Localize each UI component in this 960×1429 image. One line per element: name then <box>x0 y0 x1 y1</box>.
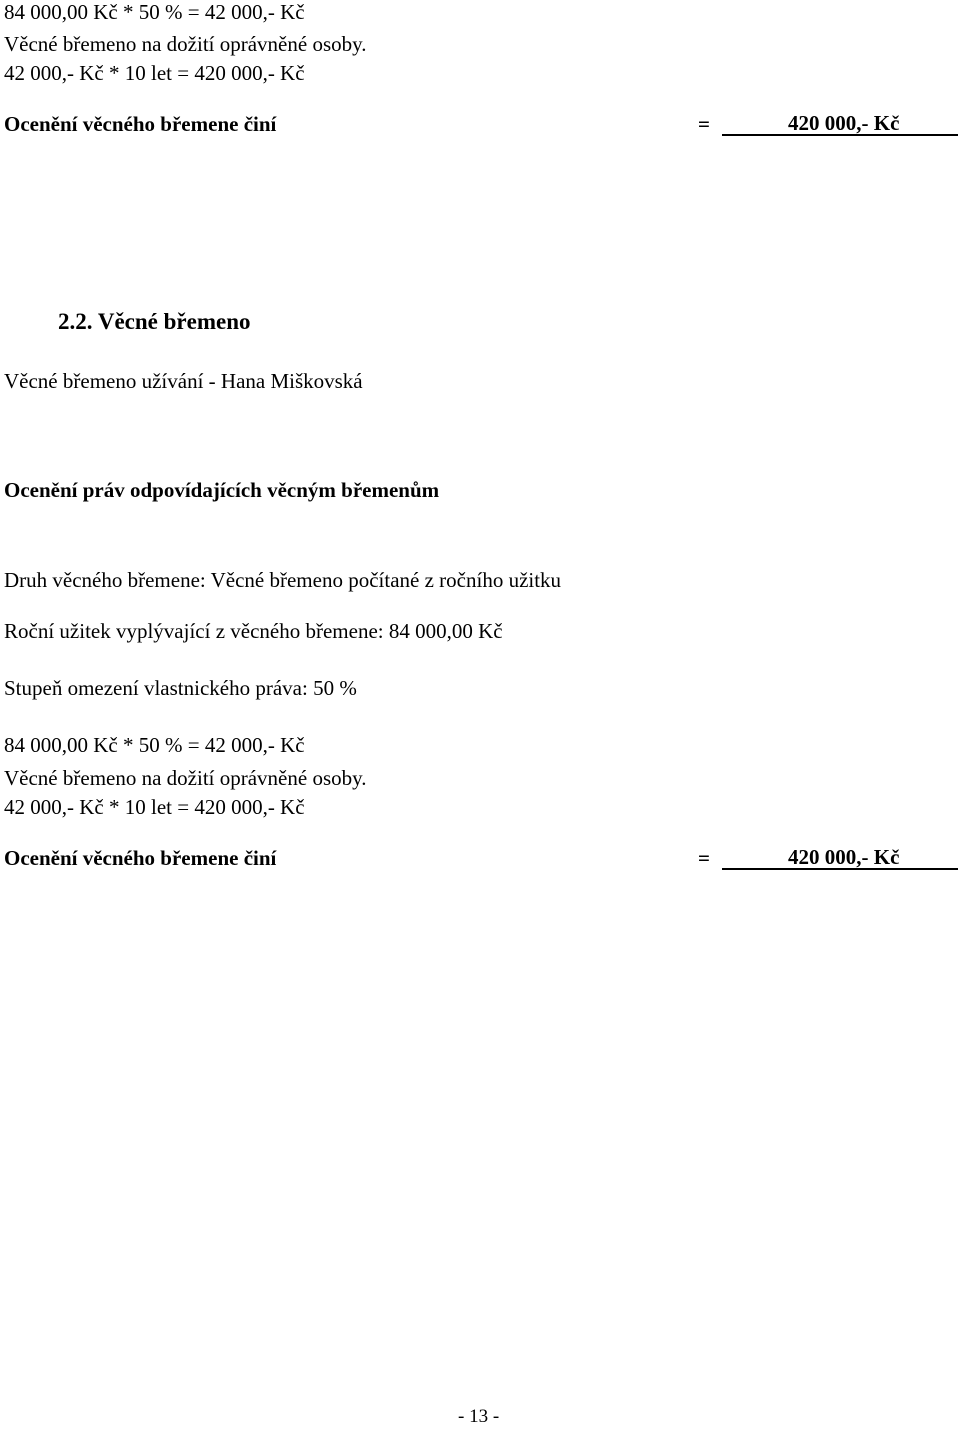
result-line: 42 000,- Kč * 10 let = 420 000,- Kč <box>4 795 305 819</box>
total-equals: = <box>698 846 710 870</box>
calc-line: 84 000,00 Kč * 50 % = 42 000,- Kč <box>4 0 305 24</box>
section-heading: 2.2. Věcné břemeno <box>58 309 251 334</box>
type-line: Druh věcného břemene: Věcné břemeno počítané z ročního užitku <box>4 568 562 592</box>
page-number: - 13 - <box>458 1406 500 1427</box>
total-label: Ocenění věcného břemene činí <box>4 846 277 870</box>
total-value: 420 000,- Kč <box>722 846 958 870</box>
annual-benefit-line: Roční užitek vyplývající z věcného břemene: 84 000,00 Kč <box>4 619 503 643</box>
result-line: 42 000,- Kč * 10 let = 420 000,- Kč <box>4 61 305 85</box>
restriction-line: Stupeň omezení vlastnického práva: 50 % <box>4 676 357 700</box>
calc-line: 84 000,00 Kč * 50 % = 42 000,- Kč <box>4 733 305 757</box>
total-value: 420 000,- Kč <box>722 112 958 136</box>
total-equals: = <box>698 112 710 136</box>
note-line: Věcné břemeno na dožití oprávněné osoby. <box>4 766 367 790</box>
total-label: Ocenění věcného břemene činí <box>4 112 277 136</box>
subject-line: Věcné břemeno užívání - Hana Miškovská <box>4 369 363 393</box>
subheading: Ocenění práv odpovídajících věcným břemenům <box>4 478 440 502</box>
note-line: Věcné břemeno na dožití oprávněné osoby. <box>4 32 367 56</box>
